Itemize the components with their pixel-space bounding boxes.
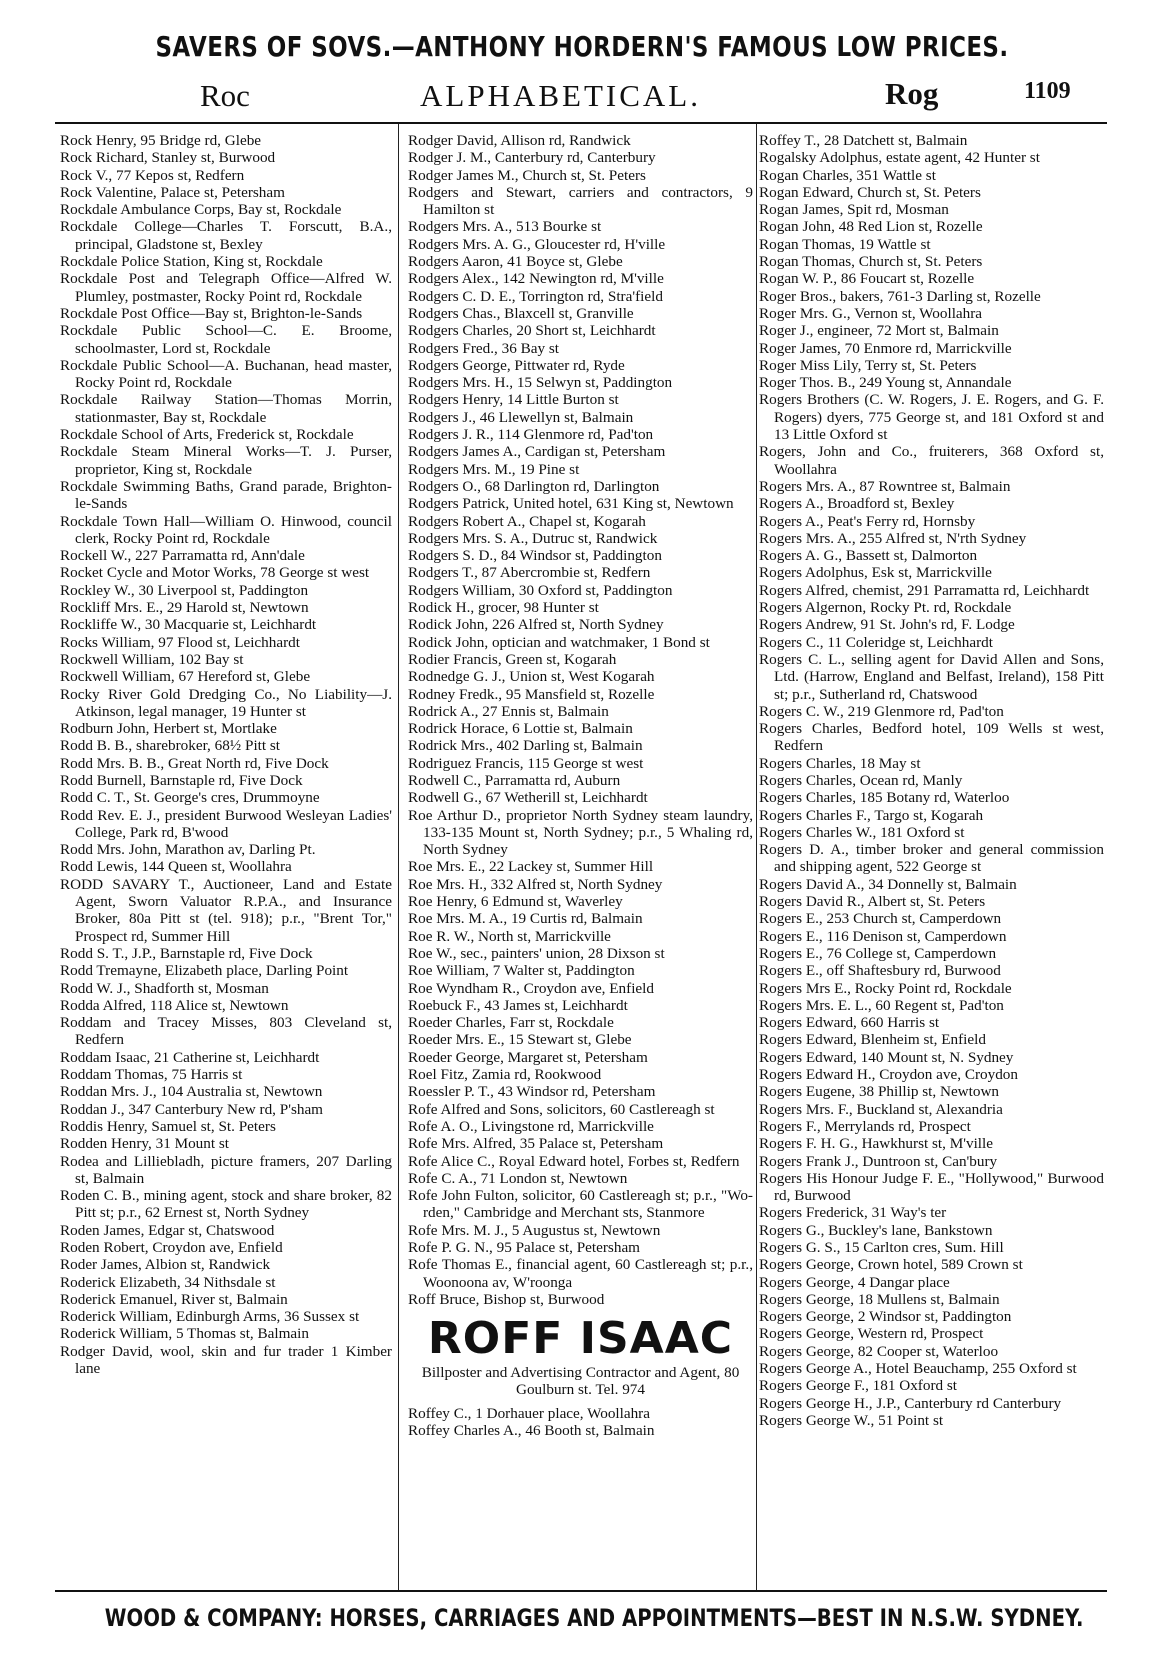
directory-entry: Roden C. B., mining agent, stock and share broker, 82 Pitt st; p.r., 62 Ernest st, North Sydney xyxy=(60,1187,392,1222)
directory-entry: Rodgers Fred., 36 Bay st xyxy=(408,339,560,357)
directory-entry: Rofe Alfred and Sons, solicitors, 60 Castlereagh st xyxy=(408,1100,715,1118)
directory-entry: Rocket Cycle and Motor Works, 78 George st west xyxy=(60,564,370,582)
directory-entry: Rogers A. G., Bassett st, Dalmorton xyxy=(759,547,978,565)
directory-entry: Rock Henry, 95 Bridge rd, Glebe xyxy=(60,132,262,149)
directory-entry: Rockley W., 30 Liverpool st, Paddington xyxy=(60,581,309,599)
directory-entry: Rodrick A., 27 Ennis st, Balmain xyxy=(408,702,609,720)
directory-entry: Rock Valentine, Palace st, Petersham xyxy=(60,183,285,201)
directory-entry: Rodger James M., Church st, St. Peters xyxy=(408,166,646,184)
directory-entry: Rockdale Public School—A. Buchanan, head master, Rocky Point rd, Rockdale xyxy=(60,356,392,392)
directory-entry: Rockdale Public School—C. E. Broome, schoolmaster, Lord st, Rockdale xyxy=(60,322,392,357)
directory-entry: Rodd Burnell, Barnstaple rd, Five Dock xyxy=(60,771,303,789)
directory-entry: Rogers Edward H., Croydon ave, Croydon xyxy=(759,1066,1018,1084)
directory-entry: Rofe Thomas E., financial agent, 60 Castlereagh st; p.r., Woonoona av, W'roonga xyxy=(408,1256,753,1291)
directory-entry: Roder James, Albion st, Randwick xyxy=(60,1256,271,1274)
directory-entry: Rodgers Mrs. A. G., Gloucester rd, H'ville xyxy=(408,235,666,253)
directory-entry: Roddan Mrs. J., 104 Australia st, Newtown xyxy=(60,1083,323,1101)
directory-entry: Rodgers George, Pittwater rd, Ryde xyxy=(408,356,625,374)
section-title: ALPHABETICAL. xyxy=(420,78,701,113)
header-rule xyxy=(55,122,1107,124)
directory-entry: Rodd S. T., J.P., Barnstaple rd, Five Dock xyxy=(60,944,313,962)
directory-entry: Rodgers Chas., Blaxcell st, Granville xyxy=(408,304,634,322)
directory-entry: Rogers Charles, 185 Botany rd, Waterloo xyxy=(759,789,1010,807)
directory-entry: Rogers Frank J., Duntroon st, Can'bury xyxy=(759,1152,998,1170)
directory-entry: Rodgers Mrs. S. A., Dutruc st, Randwick xyxy=(408,529,658,547)
directory-entry: Rodriguez Francis, 115 George st west xyxy=(408,754,644,772)
directory-entry: Roff Bruce, Bishop st, Burwood xyxy=(408,1290,605,1308)
directory-entry: Roger Thos. B., 249 Young st, Annandale xyxy=(759,374,1012,392)
directory-entry: Rogan Edward, Church st, St. Peters xyxy=(759,183,981,201)
directory-entry: Rofe Alice C., Royal Edward hotel, Forbes st, Redfern xyxy=(408,1152,740,1170)
footer-rule xyxy=(55,1590,1107,1592)
directory-entry: Rodgers James A., Cardigan st, Petersham xyxy=(408,443,666,461)
directory-entry: Rockliff Mrs. E., 29 Harold st, Newtown xyxy=(60,599,309,617)
directory-entry: Rodea and Lilliebladh, picture framers, 207 Darling st, Balmain xyxy=(60,1152,392,1187)
directory-entry: Rodick H., grocer, 98 Hunter st xyxy=(408,599,599,617)
page-banner: SAVERS OF SOVS.—ANTHONY HORDERN'S FAMOUS LOW PRICES. xyxy=(155,30,1009,63)
directory-entry: Rogan John, 48 Red Lion st, Rozelle xyxy=(759,218,983,236)
advertisement-text: Billposter and Advertising Contractor and Agent, 80 Goulburn st. Tel. 974 xyxy=(421,1364,740,1399)
directory-entry: Roe Mrs. H., 332 Alfred st, North Sydney xyxy=(408,875,663,893)
directory-entry: Rockdale Steam Mineral Works—T. J. Purser, proprietor, King st, Rockdale xyxy=(60,443,392,478)
directory-entry: Rogers His Honour Judge F. E., "Hollywood," Burwood rd, Burwood xyxy=(759,1169,1104,1205)
directory-entry: Rogers Algernon, Rocky Pt. rd, Rockdale xyxy=(759,599,1012,617)
directory-entry: Roddam Isaac, 21 Catherine st, Leichhardt xyxy=(60,1048,320,1066)
directory-entry: Rogers George, 18 Mullens st, Balmain xyxy=(759,1290,1000,1308)
directory-entry: Rogan James, Spit rd, Mosman xyxy=(759,201,949,219)
directory-entry: Rogers G. S., 15 Carlton cres, Sum. Hill xyxy=(759,1239,1004,1256)
directory-entry: Roffey Charles A., 46 Booth st, Balmain xyxy=(408,1422,655,1440)
directory-entry: Rodd Mrs. B. B., Great North rd, Five Dock xyxy=(60,754,329,772)
directory-entry: Roffey C., 1 Dorhauer place, Woollahra xyxy=(408,1404,650,1422)
directory-entry: Rock Richard, Stanley st, Burwood xyxy=(60,149,276,167)
directory-entry: Rogers Mrs. E. L., 60 Regent st, Pad'ton xyxy=(759,996,1004,1014)
directory-entry: Rodgers Charles, 20 Short st, Leichhardt xyxy=(408,322,656,340)
directory-column-2 xyxy=(408,132,753,1580)
directory-entry: Rodgers O., 68 Darlington rd, Darlington xyxy=(408,477,660,495)
directory-entry: Rodney Fredk., 95 Mansfield st, Rozelle xyxy=(408,685,655,703)
page-footer: WOOD & COMPANY: HORSES, CARRIAGES AND APPOINTMENTS—BEST IN N.S.W. SYDNEY. xyxy=(104,1604,1084,1632)
directory-entry: Rogers Charles F., Targo st, Kogarah xyxy=(759,806,984,824)
directory-entry: Rockwell William, 67 Hereford st, Glebe xyxy=(60,668,311,686)
directory-entry: Rogers Alfred, chemist, 291 Parramatta rd, Leichhardt xyxy=(759,581,1090,599)
directory-entry: Rodgers Henry, 14 Little Burton st xyxy=(408,391,619,409)
directory-entry: Rodd C. T., St. George's cres, Drummoyne xyxy=(60,789,320,807)
directory-entry: Rogers Mrs E., Rocky Point rd, Rockdale xyxy=(759,979,1012,997)
directory-entry: Roe Henry, 6 Edmund st, Waverley xyxy=(408,893,623,911)
directory-entry: Rogers A., Peat's Ferry rd, Hornsby xyxy=(759,512,976,530)
directory-entry: Rofe P. G. N., 95 Palace st, Petersham xyxy=(408,1239,640,1256)
directory-entry: Rogers George, Crown hotel, 589 Crown st xyxy=(759,1256,1023,1274)
directory-entry: Roffey T., 28 Datchett st, Balmain xyxy=(759,132,968,149)
directory-entry: Rocky River Gold Dredging Co., No Liability—J. Atkinson, legal manager, 19 Hunter st xyxy=(60,685,392,720)
directory-entry: Rogan Charles, 351 Wattle st xyxy=(759,166,936,184)
directory-entry: Rogers F., Merrylands rd, Prospect xyxy=(759,1117,971,1135)
directory-entry: Rockdale Post Office—Bay st, Brighton-le-Sands xyxy=(60,304,363,322)
directory-entry: Roeder Mrs. E., 15 Stewart st, Glebe xyxy=(408,1031,632,1049)
directory-entry: Rogalsky Adolphus, estate agent, 42 Hunter st xyxy=(759,149,1040,167)
directory-entry: Rogers Charles W., 181 Oxford st xyxy=(759,823,965,841)
directory-entry: Roden Robert, Croydon ave, Enfield xyxy=(60,1239,283,1256)
directory-entry: Roe Mrs. M. A., 19 Curtis rd, Balmain xyxy=(408,910,643,928)
directory-entry: Rodgers J., 46 Llewellyn st, Balmain xyxy=(408,408,634,426)
directory-entry: Rogers Brothers (C. W. Rogers, J. E. Rogers, and G. F. Rogers) dyers, 775 George st, and 181 Oxford st and 13 Little Oxford st xyxy=(759,391,1104,444)
directory-entry: Roeder George, Margaret st, Petersham xyxy=(408,1048,648,1066)
directory-entry: Roessler P. T., 43 Windsor rd, Petersham xyxy=(408,1083,656,1101)
directory-entry: Roger Miss Lily, Terry st, St. Peters xyxy=(759,356,977,374)
directory-entry: Roger J., engineer, 72 Mort st, Balmain xyxy=(759,322,999,340)
directory-entry: Rodd Lewis, 144 Queen st, Woollahra xyxy=(60,858,292,876)
directory-entry: Rogan W. P., 86 Foucart st, Rozelle xyxy=(759,270,975,288)
directory-entry: Roden James, Edgar st, Chatswood xyxy=(60,1221,275,1239)
directory-entry: Rogers David A., 34 Donnelly st, Balmain xyxy=(759,875,1017,893)
directory-entry: Roe William, 7 Walter st, Paddington xyxy=(408,962,635,980)
directory-entry: Rogers E., 253 Church st, Camperdown xyxy=(759,910,1002,928)
directory-entry: Roderick Elizabeth, 34 Nithsdale st xyxy=(60,1273,276,1291)
directory-column-3 xyxy=(759,132,1104,1580)
directory-entry: Roger Mrs. G., Vernon st, Woollahra xyxy=(759,304,983,322)
directory-entry: Rogers George, 82 Cooper st, Waterloo xyxy=(759,1342,999,1360)
directory-entry: Rogers A., Broadford st, Bexley xyxy=(759,495,955,513)
directory-entry: Rogers George, 4 Dangar place xyxy=(759,1273,950,1291)
directory-entry: Rogers George F., 181 Oxford st xyxy=(759,1377,958,1395)
directory-entry: Rogers Edward, Blenheim st, Enfield xyxy=(759,1031,986,1049)
directory-entry: Rodier Francis, Green st, Kogarah xyxy=(408,650,617,668)
directory-entry: Rodick John, 226 Alfred st, North Sydney xyxy=(408,616,664,634)
left-guide-word: Roc xyxy=(200,78,250,113)
directory-entry: Roddam and Tracey Misses, 803 Cleveland st, Redfern xyxy=(60,1014,392,1049)
directory-entry: Rodnedge G. J., Union st, West Kogarah xyxy=(408,668,655,686)
directory-entry: Rodger David, wool, skin and fur trader 1 Kimber lane xyxy=(60,1342,392,1378)
directory-entry: Rodd W. J., Shadforth st, Mosman xyxy=(60,979,269,997)
directory-entry: Rodgers Robert A., Chapel st, Kogarah xyxy=(408,512,646,530)
directory-entry: Rofe C. A., 71 London st, Newtown xyxy=(408,1169,628,1187)
directory-entry: Rogers E., 116 Denison st, Camperdown xyxy=(759,927,1007,945)
right-guide-word: Rog xyxy=(885,76,939,111)
directory-entry: Rogers E., 76 College st, Camperdown xyxy=(759,944,997,962)
directory-entry: Rogers C., 11 Coleridge st, Leichhardt xyxy=(759,633,993,651)
directory-entry: Rodgers Patrick, United hotel, 631 King st, Newtown xyxy=(408,495,734,513)
directory-entry: Rockdale Swimming Baths, Grand parade, Brighton-le-Sands xyxy=(60,477,392,513)
directory-entry: Rofe A. O., Livingstone rd, Marrickville xyxy=(408,1117,654,1135)
directory-column-1 xyxy=(60,132,392,1580)
directory-entry: Rogers George A., Hotel Beauchamp, 255 Oxford st xyxy=(759,1360,1077,1378)
directory-entry: Rockdale College—Charles T. Forscutt, B.A., principal, Gladstone st, Bexley xyxy=(60,218,392,253)
directory-entry: Rodick John, optician and watchmaker, 1 Bond st xyxy=(408,633,710,651)
directory-entry: Rodgers Mrs. M., 19 Pine st xyxy=(408,460,580,478)
directory-entry: Rockdale Police Station, King st, Rockdale xyxy=(60,253,323,271)
directory-entry: Rodgers C. D. E., Torrington rd, Stra'field xyxy=(408,287,663,305)
directory-entry: Rogers Charles, Bedford hotel, 109 Wells st west, Redfern xyxy=(759,720,1104,755)
directory-entry: Roe Mrs. E., 22 Lackey st, Summer Hill xyxy=(408,858,654,876)
directory-entry: Rockdale Railway Station—Thomas Morrin, stationmaster, Bay st, Rockdale xyxy=(60,391,392,426)
directory-entry: Rogers Andrew, 91 St. John's rd, F. Lodge xyxy=(759,616,1015,634)
directory-entry: Rogers E., off Shaftesbury rd, Burwood xyxy=(759,962,1001,980)
directory-entry: Rodgers William, 30 Oxford st, Paddington xyxy=(408,581,673,599)
directory-entry: Rogan Thomas, 19 Wattle st xyxy=(759,235,931,253)
running-header xyxy=(0,76,1164,116)
advertisement xyxy=(408,1314,753,1399)
directory-entry: Rodrick Mrs., 402 Darling st, Balmain xyxy=(408,737,643,755)
directory-entry: Rogan Thomas, Church st, St. Peters xyxy=(759,253,983,271)
directory-entry: Rogers G., Buckley's lane, Bankstown xyxy=(759,1221,993,1239)
directory-entry: Roe Arthur D., proprietor North Sydney steam laundry, 133-135 Mount st, North Sydney; p.r., 5 Whaling rd, North Sydney xyxy=(408,806,753,859)
directory-entry: Rodgers Alex., 142 Newington rd, M'ville xyxy=(408,270,664,288)
directory-entry: Roger James, 70 Enmore rd, Marrickville xyxy=(759,339,1012,357)
directory-entry: Rogers, John and Co., fruiterers, 368 Oxford st, Woollahra xyxy=(759,443,1104,478)
directory-entry: Roel Fitz, Zamia rd, Rookwood xyxy=(408,1066,602,1084)
directory-entry: Roderick William, 5 Thomas st, Balmain xyxy=(60,1325,309,1343)
directory-entry: Rodd B. B., sharebroker, 68½ Pitt st xyxy=(60,737,281,755)
directory-entry: Rodgers J. R., 114 Glenmore rd, Pad'ton xyxy=(408,426,654,444)
directory-entry: Roe R. W., North st, Marrickville xyxy=(408,927,611,945)
directory-entry: Rodger J. M., Canterbury rd, Canterbury xyxy=(408,149,656,167)
directory-entry: Roddam Thomas, 75 Harris st xyxy=(60,1066,243,1084)
directory-entry: Roeder Charles, Farr st, Rockdale xyxy=(408,1014,614,1032)
directory-entry: Rockdale Ambulance Corps, Bay st, Rockdale xyxy=(60,201,342,219)
directory-entry: RODD SAVARY T., Auctioneer, Land and Estate Agent, Sworn Valuator R.P.A., and Insurance Broker, 80a Pitt st (tel. 918); p.r., "Brent Tor," Prospect rd, Summer Hill xyxy=(60,875,392,945)
directory-entry: Rockliffe W., 30 Macquarie st, Leichhardt xyxy=(60,616,317,634)
directory-entry: Rogers Charles, 18 May st xyxy=(759,754,921,772)
directory-entry: Rofe Mrs. Alfred, 35 Palace st, Petersham xyxy=(408,1135,664,1153)
directory-entry: Rodgers Mrs. A., 513 Bourke st xyxy=(408,218,602,236)
directory-entry: Roe W., sec., painters' union, 28 Dixson st xyxy=(408,944,665,962)
directory-entry: Rogers C. W., 219 Glenmore rd, Pad'ton xyxy=(759,702,1004,720)
directory-entry: Rofe John Fulton, solicitor, 60 Castlereagh st; p.r., "Wo-rden," Cambridge and Merchant sts, Stanmore xyxy=(408,1187,753,1222)
directory-entry: Rodwell C., Parramatta rd, Auburn xyxy=(408,771,621,789)
directory-entry: Rogers Charles, Ocean rd, Manly xyxy=(759,771,963,789)
directory-entry: Rogers Adolphus, Esk st, Marrickville xyxy=(759,564,992,582)
directory-entry: Rodgers Aaron, 41 Boyce st, Glebe xyxy=(408,253,623,271)
directory-entry: Rodgers S. D., 84 Windsor st, Paddington xyxy=(408,547,662,565)
directory-entry: Rogers Mrs. F., Buckland st, Alexandria xyxy=(759,1100,1003,1118)
directory-entry: Rogers Edward, 660 Harris st xyxy=(759,1014,940,1032)
directory-entry: Rockdale Town Hall—William O. Hinwood, council clerk, Rocky Point rd, Rockdale xyxy=(60,512,392,547)
directory-entry: Rogers Mrs. A., 87 Rowntree st, Balmain xyxy=(759,477,1011,495)
directory-entry: Rockwell William, 102 Bay st xyxy=(60,650,244,668)
directory-entry: Rodden Henry, 31 Mount st xyxy=(60,1135,230,1153)
directory-entry: Rodd Rev. E. J., president Burwood Wesleyan Ladies' College, Park rd, B'wood xyxy=(60,806,392,841)
directory-entry: Rofe Mrs. M. J., 5 Augustus st, Newtown xyxy=(408,1221,661,1239)
directory-entry: Rockell W., 227 Parramatta rd, Ann'dale xyxy=(60,547,305,565)
directory-entry: Rogers George H., J.P., Canterbury rd Canterbury xyxy=(759,1394,1062,1412)
directory-entry: Rogers George, 2 Windsor st, Paddington xyxy=(759,1308,1012,1326)
directory-entry: Rodger David, Allison rd, Randwick xyxy=(408,132,631,149)
directory-entry: Rogers D. A., timber broker and general commission and shipping agent, 522 George st xyxy=(759,841,1104,876)
directory-entry: Rodd Mrs. John, Marathon av, Darling Pt. xyxy=(60,841,316,859)
directory-entry: Rogers Eugene, 38 Phillip st, Newtown xyxy=(759,1083,1000,1101)
directory-entry: Rogers C. L., selling agent for David Allen and Sons, Ltd. (Harrow, England and Belfast, Ireland), 158 Pitt st; p.r., Sutherland rd, Chatswood xyxy=(759,650,1104,703)
directory-entry: Rodd Tremayne, Elizabeth place, Darling Point xyxy=(60,962,349,980)
directory-entry: Rogers Mrs. A., 255 Alfred st, N'rth Sydney xyxy=(759,529,1027,547)
directory-entry: Rogers Frederick, 31 Way's ter xyxy=(759,1204,947,1222)
advertisement-title: ROFF ISAAC xyxy=(427,1313,734,1365)
directory-entry: Rodgers T., 87 Abercrombie st, Redfern xyxy=(408,564,651,582)
directory-entry: Rodwell G., 67 Wetherill st, Leichhardt xyxy=(408,789,648,807)
directory-entry: Rodgers Mrs. H., 15 Selwyn st, Paddington xyxy=(408,374,673,392)
directory-entry: Rocks William, 97 Flood st, Leichhardt xyxy=(60,633,300,651)
directory-entry: Rodda Alfred, 118 Alice st, Newtown xyxy=(60,996,289,1014)
directory-entry: Rockdale School of Arts, Frederick st, Rockdale xyxy=(60,426,354,444)
directory-entry: Rogers David R., Albert st, St. Peters xyxy=(759,893,986,911)
directory-entry: Roderick William, Edinburgh Arms, 36 Sussex st xyxy=(60,1308,360,1326)
directory-entry: Roe Wyndham R., Croydon ave, Enfield xyxy=(408,979,654,997)
directory-entry: Rodgers and Stewart, carriers and contractors, 9 Hamilton st xyxy=(408,183,753,219)
directory-entry: Rogers Edward, 140 Mount st, N. Sydney xyxy=(759,1048,1014,1066)
directory-entry: Rodrick Horace, 6 Lottie st, Balmain xyxy=(408,720,633,738)
directory-entry: Roderick Emanuel, River st, Balmain xyxy=(60,1290,288,1308)
directory-entry: Rogers George, Western rd, Prospect xyxy=(759,1325,984,1343)
directory-entry: Rockdale Post and Telegraph Office—Alfred W. Plumley, postmaster, Rocky Point rd, Rockdale xyxy=(60,270,392,305)
directory-entry: Rogers F. H. G., Hawkhurst st, M'ville xyxy=(759,1135,993,1153)
column-divider xyxy=(756,124,757,1590)
page-number: 1109 xyxy=(1024,78,1071,104)
directory-entry: Rogers George W., 51 Point st xyxy=(759,1411,944,1429)
directory-entry: Roddan J., 347 Canterbury New rd, P'sham xyxy=(60,1100,324,1118)
directory-entry: Rock V., 77 Kepos st, Redfern xyxy=(60,166,245,184)
directory-entry: Roger Bros., bakers, 761-3 Darling st, Rozelle xyxy=(759,287,1041,305)
column-divider xyxy=(398,124,399,1590)
directory-entry: Roddis Henry, Samuel st, St. Peters xyxy=(60,1117,276,1135)
directory-entry: Rodburn John, Herbert st, Mortlake xyxy=(60,720,277,738)
directory-entry: Roebuck F., 43 James st, Leichhardt xyxy=(408,996,628,1014)
